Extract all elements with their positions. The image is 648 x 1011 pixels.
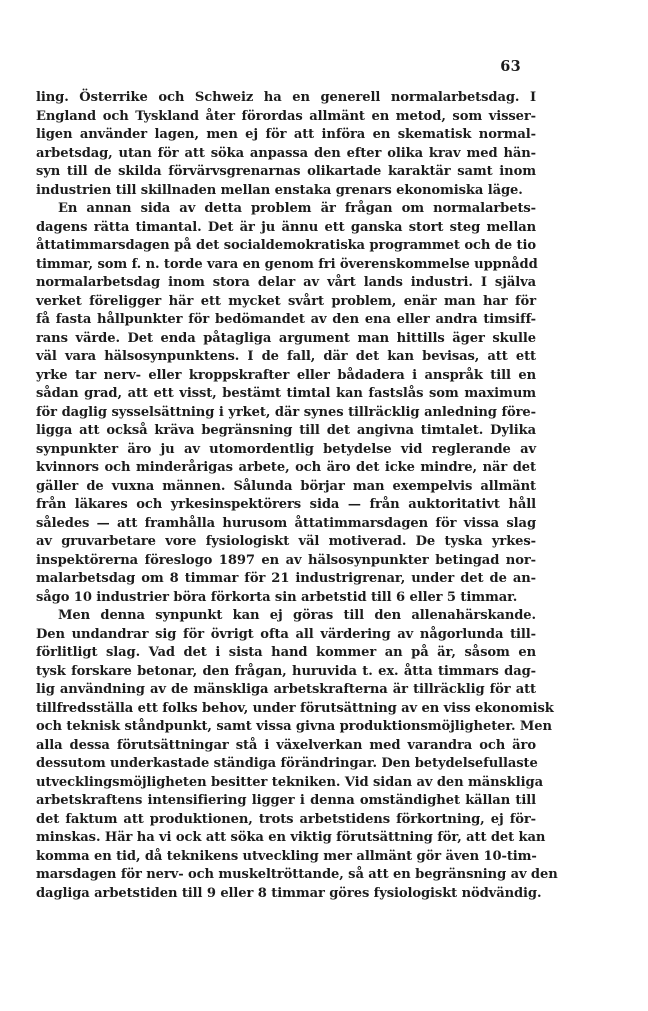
text-line: förlitligt slag. Vad det i sista hand kommer an på är, såsom en <box>36 645 536 660</box>
text-line: rans värde. Det enda påtagliga argument man hittills äger skulle <box>36 330 536 346</box>
text-line: Den undandrar sig för övrigt ofta all värdering av någorlunda till- <box>36 626 536 642</box>
text-line: En annan sida av detta problem är frågan om normalarbets- <box>58 201 536 216</box>
text-line: få fasta hållpunkter för bedömandet av den ena eller andra timsiff- <box>36 312 536 327</box>
text-line: industrien till skillnaden mellan enstaka grenars ekonomiska läge. <box>36 182 523 198</box>
text-line: komma en tid, då teknikens utveckling mer allmänt gör även 10-tim- <box>36 848 537 864</box>
text-line: tysk forskare betonar, den frågan, huruvida t. ex. åtta timmars dag- <box>36 663 536 679</box>
text-line: arbetsdag, utan för att söka anpassa den efter olika krav med hän- <box>36 145 536 161</box>
text-line: synpunkter äro ju av utomordentlig betydelse vid reglerande av <box>36 441 536 457</box>
text-line: ligga att också kräva begränsning till det angivna timtalet. Dylika <box>36 423 536 438</box>
text-line: verket föreligger här ett mycket svårt problem, enär man har för <box>36 293 536 309</box>
text-line: sådan grad, att ett visst, bestämt timtal kan fastslås som maximum <box>36 386 536 401</box>
text-line: Men denna synpunkt kan ej göras till den allenahärskande. <box>58 608 536 623</box>
text-line: dagens rätta timantal. Det är ju ännu ett ganska stort steg mellan <box>36 219 536 235</box>
text-line: det faktum att produktionen, trots arbetstidens förkortning, ej för- <box>36 811 536 827</box>
text-line: således — att framhålla hurusom åttatimmarsdagen för vissa slag <box>36 515 536 531</box>
text-line: arbetskraftens intensifiering ligger i denna omständighet källan till <box>36 793 536 808</box>
text-line: timmar, som f. n. torde vara en genom fri överenskommelse uppnådd <box>36 256 538 272</box>
text-line: England och Tyskland åter förordas allmänt en metod, som visser- <box>36 108 536 124</box>
text-line: tillfredsställa ett folks behov, under förutsättning av en viss ekonomisk <box>36 700 554 716</box>
text-line: väl vara hälsosynpunktens. I de fall, där det kan bevisas, att ett <box>36 349 536 364</box>
text-line: alla dessa förutsättningar stå i växelverkan med varandra och äro <box>36 737 536 753</box>
text-line: inspektörerna föreslogo 1897 en av hälsosynpunkter betingad nor- <box>36 552 536 568</box>
text-line: kvinnors och minderårigas arbete, och äro det icke mindre, när det <box>36 460 536 475</box>
text-line: dessutom underkastade ständiga förändringar. Den betydelsefullaste <box>36 756 538 771</box>
text-line: och teknisk ståndpunkt, samt vissa givna produktionsmöjligheter. Men <box>36 719 552 734</box>
page-number: 63 <box>500 58 521 75</box>
text-line: lig användning av de mänskliga arbetskrafterna är tillräcklig för att <box>36 682 536 697</box>
text-line: normalarbetsdag inom stora delar av vårt lands industri. I själva <box>36 275 536 290</box>
text-line: malarbetsdag om 8 timmar för 21 industrigrenar, under det de an- <box>36 571 536 586</box>
text-line: för daglig sysselsättning i yrket, där synes tillräcklig anledning före- <box>36 404 536 420</box>
text-line: gäller de vuxna männen. Sålunda börjar man exempelvis allmänt <box>36 478 536 494</box>
body-text <box>36 89 558 903</box>
text-line: sågo 10 industrier böra förkorta sin arbetstid till 6 eller 5 timmar. <box>36 589 518 605</box>
text-line: marsdagen för nerv- och muskeltröttande, så att en begränsning av den <box>36 867 558 882</box>
text-line: yrke tar nerv- eller kroppskrafter eller bådadera i anspråk till en <box>36 367 536 383</box>
text-line: av gruvarbetare vore fysiologiskt väl motiverad. De tyska yrkes- <box>36 534 536 549</box>
text-line: dagliga arbetstiden till 9 eller 8 timmar göres fysiologiskt nödvändig. <box>36 885 542 901</box>
text-line: syn till de skilda förvärvsgrenarnas olikartade karaktär samt inom <box>36 164 536 179</box>
text-line: utvecklingsmöjligheten besitter tekniken. Vid sidan av den mänskliga <box>36 774 543 790</box>
text-line: ling. Österrike och Schweiz ha en generell normalarbetsdag. I <box>36 90 536 105</box>
text-line: från läkares och yrkesinspektörers sida — från auktoritativt håll <box>36 497 536 512</box>
text-line: minskas. Här ha vi ock att söka en viktig förutsättning för, att det kan <box>36 830 546 845</box>
text-line: åttatimmarsdagen på det socialdemokratiska programmet och de tio <box>36 238 536 253</box>
text-line: ligen använder lagen, men ej för att införa en skematisk normal- <box>36 127 536 142</box>
